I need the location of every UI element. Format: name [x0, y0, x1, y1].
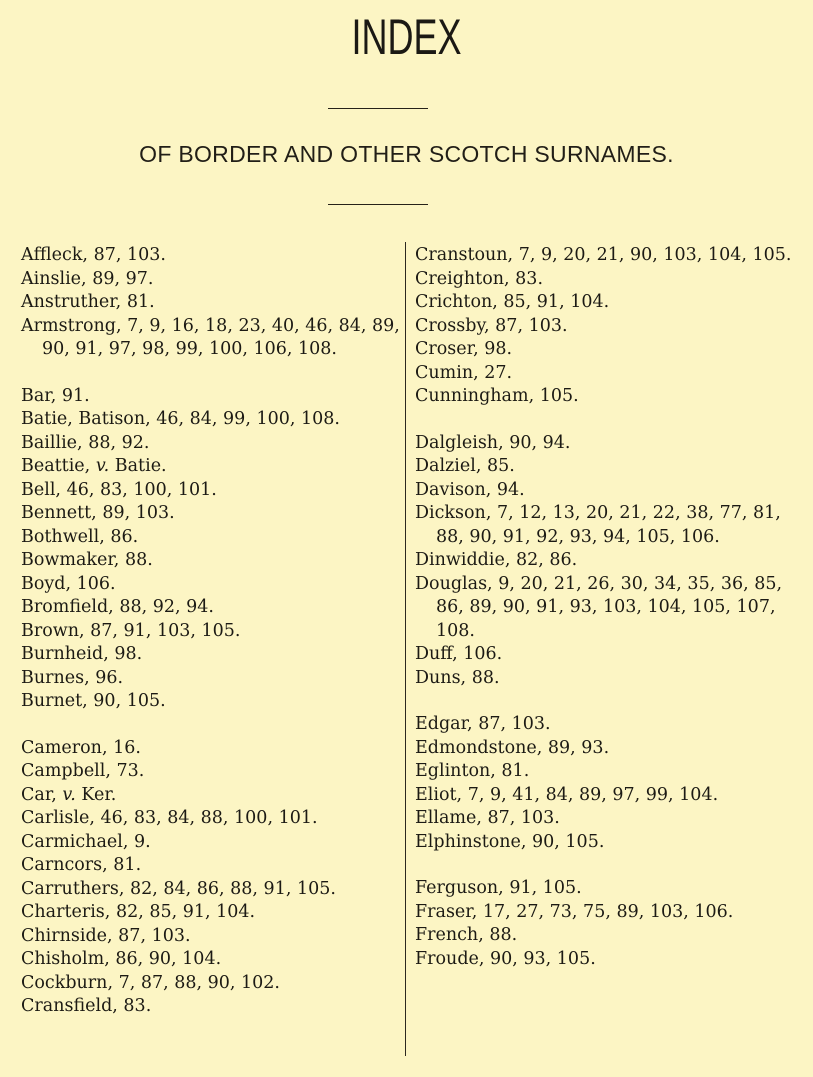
page-references: 89, 93.: [547, 737, 610, 758]
page-references: 91, 105.: [509, 878, 582, 898]
surname: Beattie,: [21, 456, 91, 476]
index-entry: [21, 901, 406, 925]
index-entry: [21, 690, 406, 714]
index-letter-group: [415, 713, 800, 854]
index-entry: [415, 291, 800, 315]
index-letter-group: [21, 385, 406, 714]
index-entry: [415, 455, 800, 479]
page-references: 46, 83, 84, 88, 100, 101.: [100, 808, 318, 828]
surname: Edmondstone,: [415, 737, 543, 758]
page-references: 7, 9, 16, 18, 23, 40, 46, 84, 89, 90, 91, 97, 98, 99, 100, 106, 108.: [42, 315, 400, 359]
index-entry: [415, 877, 800, 901]
page-references: 82, 84, 86, 88, 91, 105.: [129, 878, 336, 899]
index-entry: [415, 549, 800, 573]
index-entry: [415, 385, 800, 409]
page-references: 46, 84, 99, 100, 108.: [156, 409, 340, 429]
surname: Affleck,: [21, 245, 88, 265]
surname: Crichton,: [415, 292, 498, 312]
page-references: 81.: [126, 292, 155, 312]
index-entry: [21, 385, 406, 409]
page-references: 16.: [113, 737, 141, 758]
surname: Carlisle,: [21, 808, 95, 828]
index-entry: [415, 924, 800, 948]
page-references: 87, 103.: [93, 245, 166, 265]
surname: Edgar,: [415, 714, 473, 734]
surname: French,: [415, 925, 484, 945]
page-references: 106.: [76, 573, 116, 594]
surname: Boyd,: [21, 573, 72, 594]
index-entry: [21, 596, 406, 620]
surname: Dinwiddie,: [415, 550, 511, 570]
page-references: 98.: [114, 644, 143, 664]
page-references: 98.: [484, 339, 513, 359]
index-entry: [415, 713, 800, 737]
index-entry: [21, 479, 406, 503]
surname: Duff,: [415, 644, 458, 664]
index-entry: [21, 408, 406, 432]
surname: Fraser,: [415, 901, 478, 922]
surname: Cameron,: [21, 737, 108, 758]
index-entry: [415, 901, 800, 925]
surname: Carncors,: [21, 855, 108, 875]
index-entry: [415, 807, 800, 831]
page-references: 88.: [489, 925, 518, 945]
index-entry: [415, 667, 800, 691]
page-references: 81.: [501, 761, 530, 781]
surname: Ellame,: [415, 808, 482, 828]
surname: Chirnside,: [21, 925, 113, 946]
page-references: 88, 92, 94.: [119, 597, 214, 617]
index-entry: [415, 432, 800, 456]
index-entry: [21, 737, 406, 761]
page-references: 9.: [133, 831, 151, 852]
index-entry: [415, 315, 800, 339]
surname: Duns,: [415, 667, 467, 688]
surname: Ferguson,: [415, 878, 504, 898]
surname: Cransfield,: [21, 996, 118, 1016]
page-references: 90, 93, 105.: [490, 948, 596, 969]
surname: Chisholm,: [21, 949, 110, 969]
index-letter-group: [415, 877, 800, 971]
index-entry: [21, 455, 406, 479]
surname: Burnet,: [21, 691, 88, 711]
page-references: 90, 105.: [93, 691, 166, 711]
index-entry: [21, 549, 406, 573]
column-divider: [405, 242, 406, 1056]
surname: Eglinton,: [415, 761, 496, 781]
index-entry: [21, 807, 406, 831]
page-references: 85, 91, 104.: [503, 292, 610, 312]
surname: Car,: [21, 784, 57, 805]
index-entry: [415, 573, 800, 644]
index-entry: [415, 831, 800, 855]
page-references: 96.: [95, 667, 124, 688]
surname: Bell,: [21, 479, 61, 500]
surname: Anstruther,: [21, 292, 122, 312]
page-references: 7, 12, 13, 20, 21, 22, 38, 77, 81, 88, 90, 91, 92, 93, 94, 105, 106.: [436, 503, 781, 547]
page-title: INDEX: [351, 9, 462, 65]
index-entry: [415, 760, 800, 784]
page-references: 81.: [113, 855, 142, 875]
index-entry: [415, 502, 800, 549]
surname: Croser,: [415, 339, 479, 359]
index-entry: [21, 831, 406, 855]
page-references: 83.: [123, 996, 152, 1016]
surname: Froude,: [415, 948, 485, 969]
surname: Crossby,: [415, 315, 490, 336]
surname: Elphinstone,: [415, 831, 527, 852]
page-references: 86, 90, 104.: [115, 949, 222, 969]
surname: Cumin,: [415, 362, 479, 383]
surname: Bromfield,: [21, 597, 114, 617]
surname: Bowmaker,: [21, 550, 120, 570]
surname: Dalgleish,: [415, 432, 504, 453]
surname: Baillie,: [21, 432, 83, 453]
surname: Carruthers,: [21, 878, 125, 899]
page-references: 87, 103.: [118, 925, 191, 946]
page-references: 89, 103.: [102, 503, 175, 523]
index-entry: [21, 643, 406, 667]
index-entry: [415, 268, 800, 292]
index-entry: [21, 315, 406, 362]
page-references: Batie.: [114, 456, 167, 476]
index-entry: [21, 972, 406, 996]
index-entry: [415, 643, 800, 667]
page-subtitle: OF BORDER AND OTHER SCOTCH SURNAMES.: [139, 141, 674, 167]
surname: Campbell,: [21, 761, 111, 781]
page-references: 90, 94.: [509, 432, 571, 453]
index-entry: [415, 737, 800, 761]
index-entry: [415, 338, 800, 362]
page-references: 87, 103.: [478, 714, 551, 734]
page-references: 94.: [496, 479, 525, 500]
index-entry: [21, 268, 406, 292]
index-letter-group: [21, 244, 406, 362]
surname: Cockburn,: [21, 972, 114, 993]
page-references: 17, 27, 73, 75, 89, 103, 106.: [482, 901, 734, 922]
index-entry: [21, 948, 406, 972]
surname: Burnheid,: [21, 644, 109, 664]
surname: Bothwell,: [21, 526, 105, 547]
surname: Armstrong,: [21, 315, 122, 336]
page-references: 87, 91, 103, 105.: [90, 620, 241, 641]
page-references: 88, 92.: [88, 432, 150, 453]
index-letter-group: [415, 244, 800, 409]
surname: Dalziel,: [415, 456, 482, 476]
page-references: 82, 85, 91, 104.: [115, 902, 256, 922]
index-letter-group: [21, 737, 406, 1019]
page-references: 86.: [110, 526, 139, 547]
surname: Charteris,: [21, 902, 111, 922]
index-entry: [21, 291, 406, 315]
surname: Bennett,: [21, 503, 97, 523]
page-references: 89, 97.: [92, 268, 154, 289]
page-references: 46, 83, 100, 101.: [66, 479, 217, 500]
surname: Batie, Batison,: [21, 409, 151, 429]
page-references: 82, 86.: [515, 550, 578, 570]
index-entry: [21, 620, 406, 644]
surname: Douglas,: [415, 573, 493, 594]
right-index-column: [415, 244, 800, 971]
index-entry: [21, 995, 406, 1019]
surname: Cranstoun,: [415, 245, 514, 265]
surname: Davison,: [415, 479, 492, 500]
index-entry: [21, 526, 406, 550]
top-rule: [328, 108, 428, 109]
index-entry: [21, 573, 406, 597]
page-references: 83.: [515, 268, 544, 289]
index-entry: [21, 667, 406, 691]
index-entry: [21, 784, 406, 808]
index-entry: [21, 432, 406, 456]
index-letter-group: [415, 432, 800, 691]
page-references: 87, 103.: [495, 315, 568, 336]
page-references: 87, 103.: [487, 808, 560, 828]
page-references: Ker.: [81, 784, 117, 805]
index-entry: [21, 925, 406, 949]
index-entry: [21, 760, 406, 784]
page-references: 88.: [471, 667, 500, 688]
page-references: 7, 9, 41, 84, 89, 97, 99, 104.: [467, 784, 719, 805]
page-references: 27.: [484, 362, 513, 383]
left-index-column: [21, 244, 406, 1019]
index-entry: [415, 362, 800, 386]
index-entry: [415, 479, 800, 503]
surname: Creighton,: [415, 268, 510, 289]
page-references: 9, 20, 21, 26, 30, 34, 35, 36, 85, 86, 89, 90, 91, 93, 103, 104, 105, 107, 108.: [436, 573, 783, 641]
surname: Ainslie,: [21, 268, 87, 289]
surname: Cunningham,: [415, 386, 535, 406]
surname: Brown,: [21, 620, 85, 641]
index-entry: [415, 948, 800, 972]
see-reference-marker: v.: [62, 784, 76, 805]
index-entry: [415, 244, 800, 268]
page-references: 105.: [539, 386, 579, 406]
page-references: 7, 9, 20, 21, 90, 103, 104, 105.: [518, 245, 792, 265]
page-references: 90, 105.: [532, 831, 605, 852]
surname: Dickson,: [415, 503, 492, 523]
index-entry: [21, 502, 406, 526]
index-entry: [21, 854, 406, 878]
see-reference-marker: v.: [95, 456, 110, 476]
page-references: 106.: [463, 644, 503, 664]
index-entry: [21, 244, 406, 268]
index-entry: [415, 784, 800, 808]
page-references: 85.: [486, 456, 515, 476]
page-references: 7, 87, 88, 90, 102.: [118, 972, 280, 993]
page-references: 88.: [124, 550, 153, 570]
surname: Carmichael,: [21, 831, 129, 852]
surname: Burnes,: [21, 667, 90, 688]
page-references: 91.: [61, 385, 90, 406]
surname: Eliot,: [415, 784, 463, 805]
surname: Bar,: [21, 385, 57, 406]
index-entry: [21, 878, 406, 902]
page-references: 73.: [116, 761, 145, 781]
bottom-rule: [328, 204, 428, 205]
